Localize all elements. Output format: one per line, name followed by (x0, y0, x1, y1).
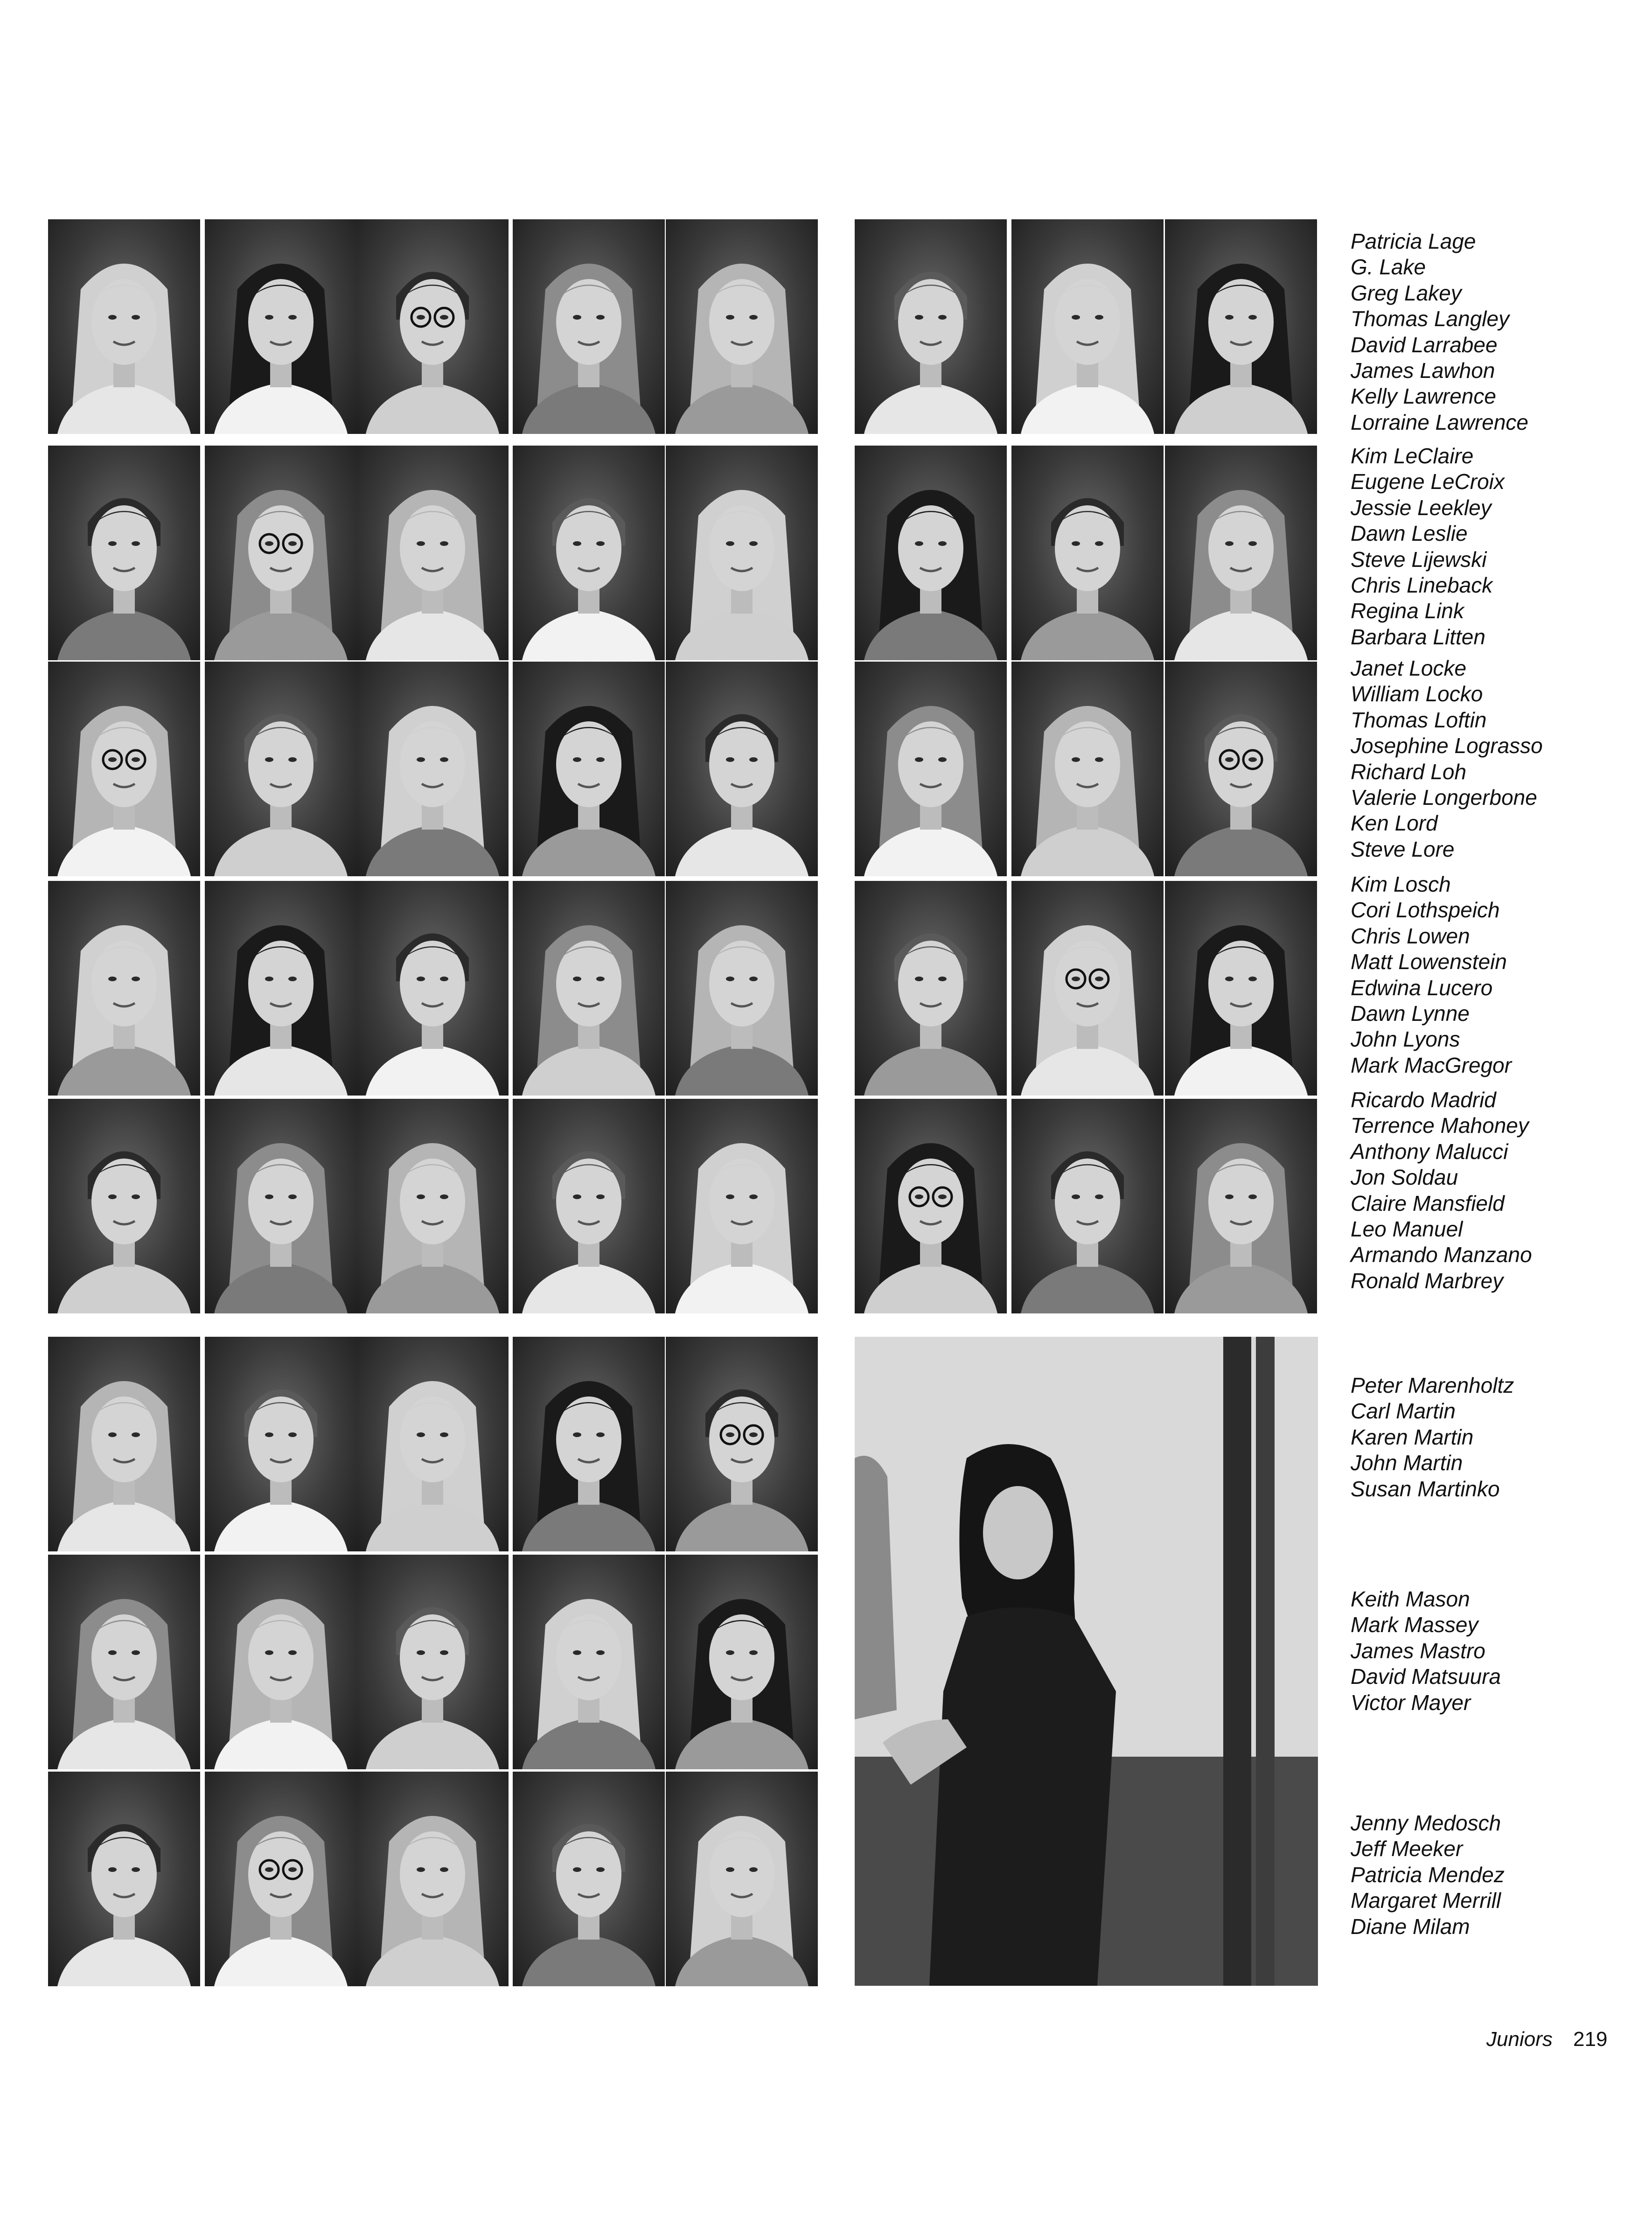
student-name: Kim LeClaire (1351, 444, 1474, 468)
student-name: Lorraine Lawrence (1351, 410, 1529, 434)
student-portrait (1165, 881, 1317, 1096)
student-name: Ricardo Madrid (1351, 1088, 1496, 1112)
candid-photo-art (855, 1337, 1318, 1986)
student-portrait (666, 881, 818, 1096)
student-portrait (48, 881, 200, 1096)
student-portrait (356, 881, 509, 1096)
student-name: Greg Lakey (1351, 280, 1462, 305)
student-name: Regina Link (1351, 599, 1464, 623)
student-portrait (356, 1772, 509, 1986)
student-name: Diane Milam (1351, 1914, 1470, 1939)
student-name: Chris Lineback (1351, 572, 1493, 597)
student-portrait (855, 881, 1007, 1096)
student-portrait (666, 446, 818, 660)
student-name: James Lawhon (1351, 358, 1495, 383)
student-name: Victor Mayer (1351, 1690, 1471, 1715)
student-name: Steve Lore (1351, 837, 1455, 861)
page-number: 219 (1573, 2028, 1608, 2051)
student-portrait (1165, 219, 1317, 434)
student-portrait (855, 1099, 1007, 1313)
student-portrait (48, 662, 200, 876)
student-name: John Martin (1351, 1451, 1463, 1475)
student-name: Carl Martin (1351, 1399, 1456, 1424)
student-name: David Matsuura (1351, 1664, 1501, 1689)
student-name: Armando Manzano (1351, 1243, 1532, 1267)
student-portrait (48, 219, 200, 434)
student-name: G. Lake (1351, 255, 1426, 279)
student-portrait (1011, 1099, 1164, 1313)
student-portrait (48, 1772, 200, 1986)
name-group (1351, 443, 1505, 650)
student-name: Matt Lowenstein (1351, 949, 1507, 974)
student-portrait (356, 219, 509, 434)
name-group (1351, 1810, 1505, 1940)
student-portrait (666, 1772, 818, 1986)
student-name: Susan Martinko (1351, 1476, 1500, 1501)
student-portrait (1165, 446, 1317, 660)
student-portrait (205, 1555, 357, 1769)
student-name: Terrence Mahoney (1351, 1113, 1529, 1138)
student-portrait (356, 1099, 509, 1313)
student-name: Patricia Lage (1351, 229, 1476, 253)
student-portrait (855, 219, 1007, 434)
student-portrait (513, 662, 665, 876)
section-label: Juniors (1486, 2028, 1553, 2051)
student-name: Keith Mason (1351, 1587, 1470, 1611)
student-name: Edwina Lucero (1351, 975, 1493, 1000)
student-portrait (1011, 219, 1164, 434)
candid-photo (855, 1337, 1318, 1986)
student-name: Cori Lothspeich (1351, 898, 1500, 922)
student-name: Chris Lowen (1351, 923, 1470, 948)
student-portrait (855, 446, 1007, 660)
name-group (1351, 1087, 1532, 1294)
student-name: Eugene LeCroix (1351, 469, 1505, 494)
student-portrait (1011, 881, 1164, 1096)
student-portrait (356, 662, 509, 876)
student-name: Richard Loh (1351, 759, 1467, 784)
student-name: Mark Massey (1351, 1613, 1478, 1637)
student-name: Ronald Marbrey (1351, 1268, 1504, 1293)
student-portrait (666, 1099, 818, 1313)
name-group (1351, 1373, 1514, 1502)
student-portrait (48, 1555, 200, 1769)
student-name: Jeff Meeker (1351, 1836, 1463, 1861)
student-name: Kelly Lawrence (1351, 384, 1496, 409)
student-name: Thomas Loftin (1351, 707, 1487, 732)
student-name: Janet Locke (1351, 656, 1467, 680)
student-name: Steve Lijewski (1351, 547, 1487, 572)
student-portrait (48, 446, 200, 660)
student-name: Dawn Leslie (1351, 521, 1468, 546)
name-group (1351, 656, 1543, 862)
student-name: Jenny Medosch (1351, 1811, 1501, 1835)
student-name: Kim Losch (1351, 872, 1451, 896)
student-name: Thomas Langley (1351, 307, 1510, 331)
name-group (1351, 229, 1528, 435)
student-name: Claire Mansfield (1351, 1191, 1505, 1215)
student-name: Jon Soldau (1351, 1165, 1458, 1190)
name-group (1351, 872, 1512, 1078)
student-portrait (48, 1337, 200, 1551)
student-portrait (205, 662, 357, 876)
student-name: James Mastro (1351, 1638, 1485, 1663)
student-portrait (205, 881, 357, 1096)
student-portrait (205, 1337, 357, 1551)
student-portrait (513, 1337, 665, 1551)
student-name: Valerie Longerbone (1351, 785, 1537, 810)
student-name: Dawn Lynne (1351, 1001, 1470, 1026)
student-portrait (513, 219, 665, 434)
student-portrait (513, 446, 665, 660)
student-portrait (356, 1337, 509, 1551)
student-name: Leo Manuel (1351, 1216, 1463, 1241)
student-name: Mark MacGregor (1351, 1053, 1512, 1077)
student-name: Barbara Litten (1351, 624, 1485, 649)
student-portrait (513, 1772, 665, 1986)
student-portrait (666, 1555, 818, 1769)
student-name: David Larrabee (1351, 332, 1498, 357)
student-portrait (1011, 662, 1164, 876)
student-portrait (513, 1555, 665, 1769)
student-portrait (205, 1772, 357, 1986)
student-name: Ken Lord (1351, 811, 1438, 836)
student-portrait (513, 881, 665, 1096)
student-name: John Lyons (1351, 1027, 1460, 1052)
student-portrait (666, 662, 818, 876)
name-group (1351, 1586, 1501, 1716)
student-portrait (666, 1337, 818, 1551)
student-portrait (1165, 1099, 1317, 1313)
student-name: Anthony Malucci (1351, 1139, 1508, 1164)
student-portrait (666, 219, 818, 434)
student-portrait (1165, 662, 1317, 876)
student-name: Patricia Mendez (1351, 1862, 1505, 1887)
student-portrait (356, 446, 509, 660)
student-name: Jessie Leekley (1351, 495, 1492, 520)
student-name: Margaret Merrill (1351, 1888, 1501, 1913)
student-portrait (356, 1555, 509, 1769)
student-name: Peter Marenholtz (1351, 1373, 1514, 1397)
student-name: Karen Martin (1351, 1424, 1474, 1449)
student-portrait (205, 446, 357, 660)
student-portrait (48, 1099, 200, 1313)
student-portrait (855, 662, 1007, 876)
student-portrait (513, 1099, 665, 1313)
student-portrait (205, 1099, 357, 1313)
student-portrait (205, 219, 357, 434)
student-portrait (1011, 446, 1164, 660)
student-name: William Locko (1351, 682, 1483, 706)
student-name: Josephine Lograsso (1351, 733, 1543, 758)
